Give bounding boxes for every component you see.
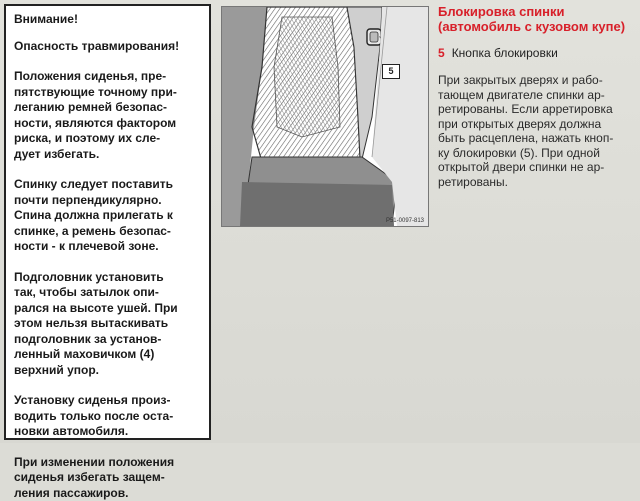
warning-box — [4, 4, 211, 440]
section-heading: Блокировка спинки (автомобиль с кузовом купе) — [438, 4, 638, 34]
callout-number: 5 — [382, 64, 400, 79]
legend-label: Кнопка блокировки — [452, 46, 558, 60]
legend-item — [438, 46, 638, 61]
warning-paragraph: Спинку следует поставить почти перпендикулярно. Спина должна прилегать к спинке, а ремень безопас- ности - к плечевой зоне. — [14, 177, 201, 255]
right-column — [438, 4, 638, 189]
warning-paragraph: Положения сиденья, пре- пятствующие точному при- леганию ремней безопас- ности, являются фактором риска, и поэтому их сле- дует избегать. — [14, 69, 201, 162]
figure-code: P51-0097-813 — [386, 218, 424, 224]
warning-paragraph: Подголовник установить так, чтобы затылок опи- рался на высоте ушей. При этом нельзя вытаскивать подголовник за установ- ленный маховичком (4) верхний упор. — [14, 270, 201, 379]
warning-paragraph: Установку сиденья произ- водить только после оста- новки автомобиля. — [14, 393, 201, 440]
body-text: При закрытых дверях и рабо- тающем двигателе спинки ар- ретированы. Если арретировка при открытых дверях должна быть расцеплена, нажать кноп- ку блокировки (5). При одной открытой двери спинки не ар- ретированы. — [438, 73, 638, 189]
legend-number: 5 — [438, 46, 445, 60]
warning-paragraph: Опасность травмирования! — [14, 39, 201, 55]
warning-title: Внимание! — [14, 12, 201, 28]
seat-drawing — [222, 7, 428, 226]
seat-illustration — [221, 6, 429, 227]
warning-paragraph: При изменении положения сиденья избегать защем- ления пассажиров. — [14, 455, 201, 501]
